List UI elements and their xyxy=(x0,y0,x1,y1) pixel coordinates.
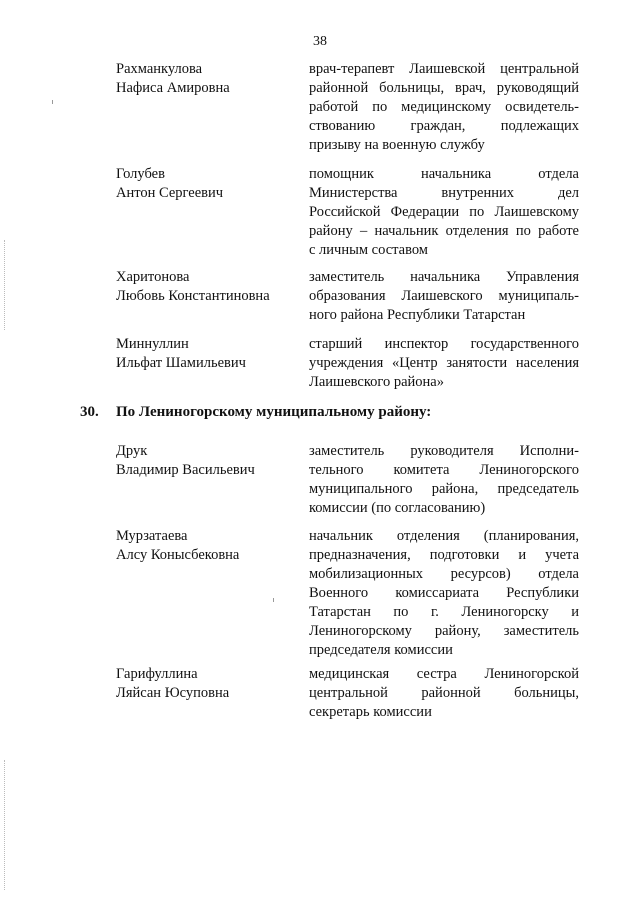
role-line: заместитель начальника Управления xyxy=(309,269,579,285)
role-line: мобилизационных ресурсов) отдела xyxy=(309,566,579,582)
member-role xyxy=(309,268,579,325)
member-role xyxy=(309,442,579,518)
role-line: муниципального района, председатель xyxy=(309,481,579,497)
surname: Друк xyxy=(116,443,148,459)
given-names: Любовь Константиновна xyxy=(116,288,270,304)
given-names: Владимир Васильевич xyxy=(116,462,255,478)
given-names: Нафиса Амировна xyxy=(116,80,230,96)
role-line: помощник начальника отдела xyxy=(309,166,579,182)
surname: Гарифуллина xyxy=(116,666,198,682)
scan-margin-marks xyxy=(4,760,7,890)
member-name xyxy=(116,60,301,98)
surname: Миннуллин xyxy=(116,336,189,352)
member-name xyxy=(116,442,301,480)
role-line: работой по медицинскому освидетель- xyxy=(309,99,579,115)
scan-speck xyxy=(52,100,53,104)
member-name xyxy=(116,268,301,306)
member-role xyxy=(309,60,579,155)
given-names: Ильфат Шамильевич xyxy=(116,355,246,371)
role-line: Военного комиссариата Республики xyxy=(309,585,579,601)
role-line: призыву на военную службу xyxy=(309,137,485,153)
role-line: ного района Республики Татарстан xyxy=(309,307,526,323)
member-role xyxy=(309,527,579,660)
role-line: врач-терапевт Лаишевской центральной xyxy=(309,61,579,77)
role-line: учреждения «Центр занятости населения xyxy=(309,355,579,371)
section-number: 30. xyxy=(80,404,99,420)
role-line: Лениногорскому району, заместитель xyxy=(309,623,579,639)
given-names: Ляйсан Юсуповна xyxy=(116,685,230,701)
role-line: секретарь комиссии xyxy=(309,704,432,720)
role-line: тельного комитета Лениногорского xyxy=(309,462,579,478)
role-line: Лаишевского района» xyxy=(309,374,444,390)
role-line: с личным составом xyxy=(309,242,428,258)
section-title: По Лениногорскому муниципальному району: xyxy=(116,404,432,420)
given-names: Алсу Конысбековна xyxy=(116,547,240,563)
role-line: предназначения, подготовки и учета xyxy=(309,547,579,563)
surname: Мурзатаева xyxy=(116,528,188,544)
surname: Голубев xyxy=(116,166,165,182)
role-line: заместитель руководителя Исполни- xyxy=(309,443,579,459)
role-line: центральной районной больницы, xyxy=(309,685,579,701)
role-line: старший инспектор государственного xyxy=(309,336,579,352)
role-line: Российской Федерации по Лаишевскому xyxy=(309,204,579,220)
role-line: району – начальник отделения по работе xyxy=(309,223,579,239)
member-name xyxy=(116,165,301,203)
member-role xyxy=(309,335,579,392)
surname: Рахманкулова xyxy=(116,61,203,77)
member-name xyxy=(116,665,301,703)
role-line: комиссии (по согласованию) xyxy=(309,500,486,516)
member-role xyxy=(309,165,579,260)
member-name xyxy=(116,527,301,565)
role-line: председателя комиссии xyxy=(309,642,453,658)
role-line: медицинская сестра Лениногорской xyxy=(309,666,579,682)
given-names: Антон Сергеевич xyxy=(116,185,224,201)
role-line: начальник отделения (планирования, xyxy=(309,528,579,544)
role-line: образования Лаишевского муниципаль- xyxy=(309,288,579,304)
member-role xyxy=(309,665,579,722)
role-line: ствованию граждан, подлежащих xyxy=(309,118,579,134)
role-line: Министерства внутренних дел xyxy=(309,185,579,201)
scan-margin-marks xyxy=(4,240,7,330)
member-name xyxy=(116,335,301,373)
section-heading xyxy=(80,404,431,421)
page-number: 38 xyxy=(313,34,327,49)
surname: Харитонова xyxy=(116,269,190,285)
role-line: Татарстан по г. Лениногорску и xyxy=(309,604,579,620)
scan-speck xyxy=(273,598,274,602)
role-line: районной больницы, врач, руководящий xyxy=(309,80,579,96)
